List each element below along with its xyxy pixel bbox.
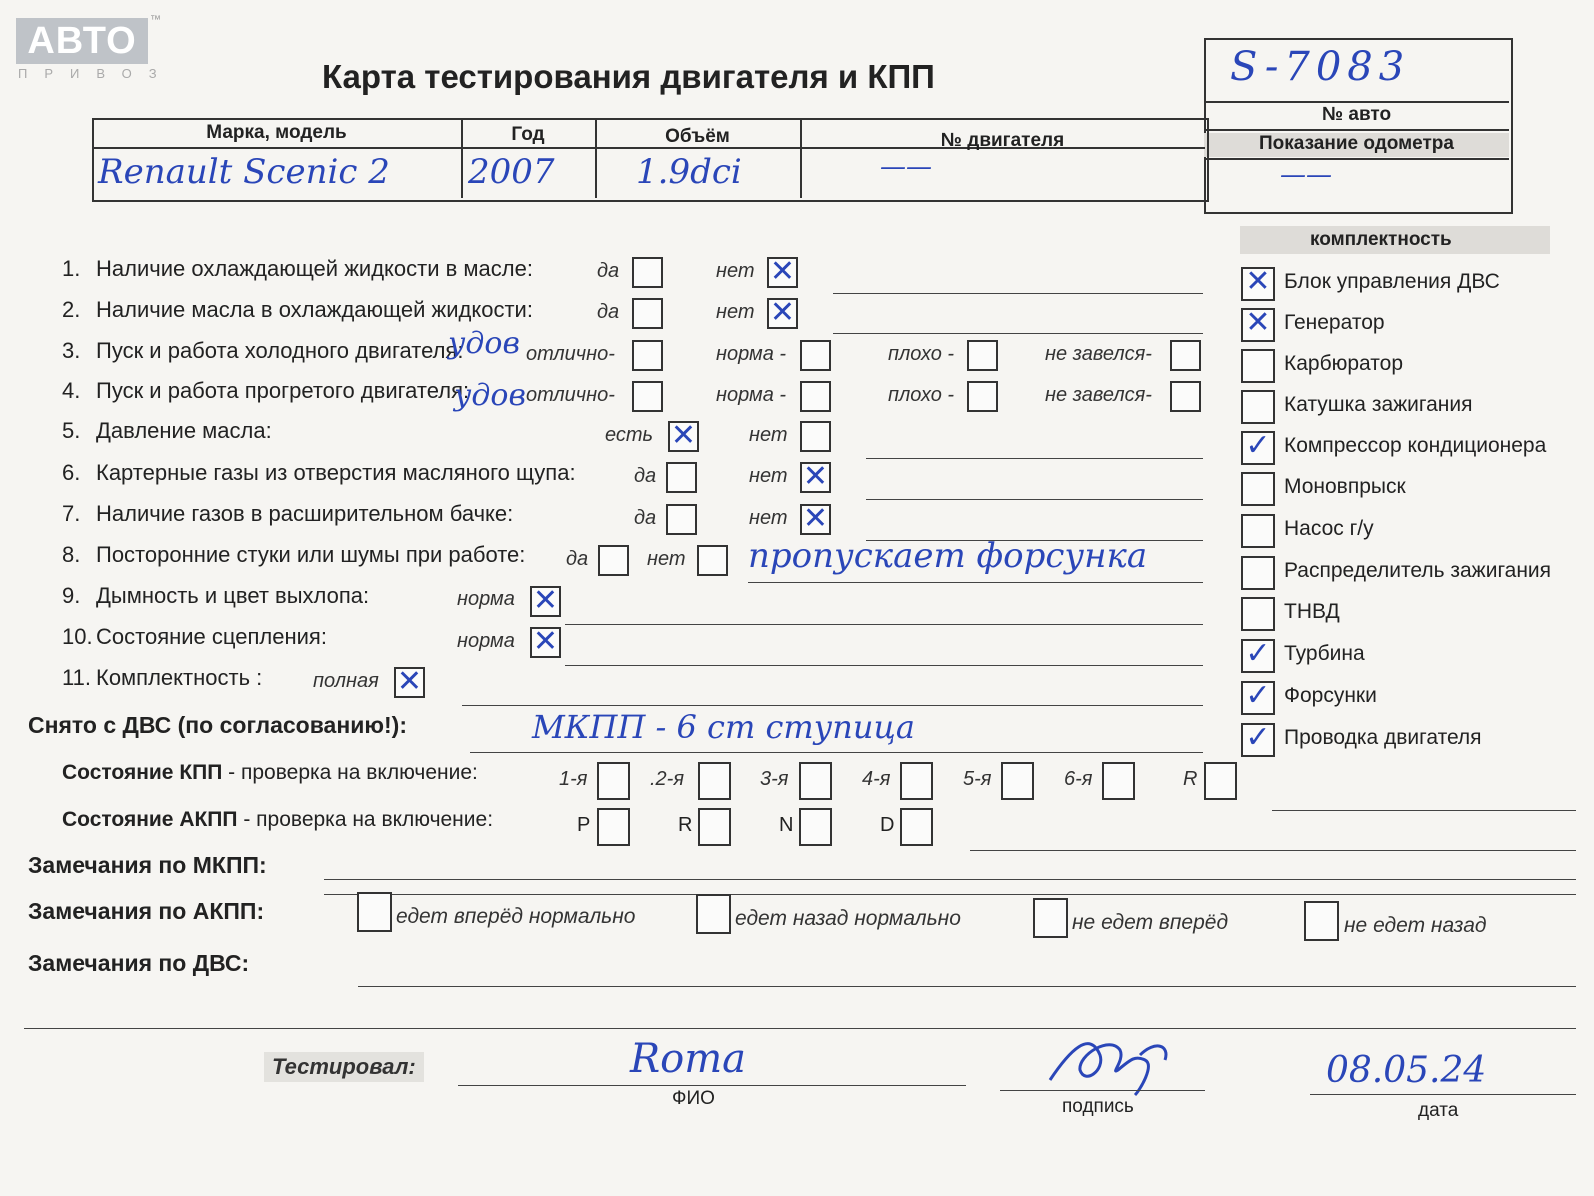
akpp-gear-d-checkbox[interactable] — [900, 808, 933, 846]
completeness-item-label: Моновпрыск — [1284, 475, 1406, 498]
completeness-item-label: Насос г/у — [1284, 517, 1374, 540]
kpp-gear-3-label: 3-я — [760, 768, 789, 790]
kpp-gear-5-label: 5-я — [963, 768, 992, 790]
kpp-gear-1-label: 1-я — [559, 768, 588, 790]
kpp-gear-6-checkbox[interactable] — [1102, 762, 1135, 800]
kpp-gear-2-checkbox[interactable] — [698, 762, 731, 800]
question-11 — [62, 665, 262, 691]
q1-no-mark: ✕ — [769, 254, 796, 289]
q10-number: 10. — [62, 624, 93, 649]
completeness-item-label: Компрессор кондиционера — [1284, 434, 1547, 457]
q7-no-checkbox[interactable] — [800, 501, 831, 536]
logo-text: АВТО — [27, 20, 137, 62]
completeness-item-label: Катушка зажигания — [1284, 393, 1473, 416]
kpp-gear-4-checkbox[interactable] — [900, 762, 933, 800]
header-year: Год — [511, 124, 545, 145]
q8-yes-label: да — [566, 548, 589, 570]
q10-normal-checkbox[interactable] — [530, 624, 561, 659]
kpp-gear-2-label: .2-я — [650, 768, 685, 790]
q3-number: 3. — [62, 338, 81, 363]
q8-handwritten-note: пропускает форсунка — [748, 536, 1148, 576]
q5-no-checkbox[interactable] — [800, 421, 831, 452]
akpp-check-rest: - проверка на включение: — [237, 808, 494, 831]
q3-normal-label: норма - — [716, 343, 787, 365]
completeness-mark: ✕ — [1245, 264, 1271, 299]
header-brand-model: Марка, модель — [206, 122, 347, 143]
q9-number: 9. — [62, 583, 81, 608]
completeness-checkbox[interactable] — [1241, 678, 1275, 715]
q8-number: 8. — [62, 542, 81, 567]
q9-normal-mark: ✕ — [532, 583, 559, 618]
question-4 — [62, 378, 469, 404]
q3-bad-checkbox[interactable] — [967, 340, 998, 371]
tested-by-label: Тестировал: — [264, 1052, 424, 1082]
q9-normal-checkbox[interactable] — [530, 583, 561, 618]
akpp-check-bold: Состояние АКПП — [62, 808, 238, 831]
completeness-mark: ✕ — [1245, 305, 1271, 340]
remarks-dvs-label: Замечания по ДВС: — [28, 950, 250, 976]
q5-yes-mark: ✕ — [670, 418, 697, 453]
q3-handwritten: удов — [448, 326, 520, 361]
completeness-checkbox[interactable] — [1241, 305, 1275, 342]
q1-no-checkbox[interactable] — [767, 254, 798, 289]
q1-number: 1. — [62, 256, 81, 281]
completeness-mark: ✓ — [1245, 428, 1271, 463]
q4-handwritten: удов — [454, 378, 526, 413]
q4-bad-label: плохо - — [888, 384, 955, 406]
q4-normal-checkbox[interactable] — [800, 381, 831, 412]
completeness-checkbox[interactable] — [1241, 720, 1275, 757]
q3-not-started-checkbox[interactable] — [1170, 340, 1201, 371]
kpp-gear-4-label: 4-я — [862, 768, 891, 790]
q6-no-label: нет — [749, 465, 788, 487]
value-brand-model: Renault Scenic 2 — [98, 152, 390, 192]
page-title: Карта тестирования двигателя и КПП — [322, 58, 935, 95]
completeness-title: комплектность — [1310, 229, 1452, 250]
kpp-gear-3-checkbox[interactable] — [799, 762, 832, 800]
q3-excellent-checkbox[interactable] — [632, 340, 663, 371]
question-7 — [62, 501, 513, 527]
akpp-check-label — [62, 808, 493, 832]
question-5 — [62, 418, 272, 444]
auto-number-label: № авто — [1321, 104, 1392, 125]
completeness-checkbox[interactable] — [1241, 390, 1275, 424]
akpp-gear-p-checkbox[interactable] — [597, 808, 630, 846]
completeness-checkbox[interactable] — [1241, 597, 1275, 631]
kpp-gear-r-checkbox[interactable] — [1204, 762, 1237, 800]
q7-no-label: нет — [749, 507, 788, 529]
akpp-backward-ok-label: едет назад нормально — [735, 907, 961, 930]
q7-yes-label: да — [634, 507, 657, 529]
akpp-gear-n-checkbox[interactable] — [799, 808, 832, 846]
logo-subtitle: ПРИВОЗ — [18, 66, 174, 81]
kpp-gear-6-label: 6-я — [1064, 768, 1093, 790]
akpp-no-forward-label: не едет вперёд — [1072, 911, 1229, 934]
remarks-akpp-label: Замечания по АКПП: — [28, 898, 265, 924]
kpp-check-rest: - проверка на включение: — [222, 761, 478, 784]
completeness-item-label: Карбюратор — [1284, 352, 1404, 375]
q11-text: Комплектность : — [96, 665, 263, 690]
q1-yes-checkbox[interactable] — [632, 257, 663, 288]
akpp-backward-ok-checkbox[interactable] — [696, 894, 731, 934]
q3-bad-label: плохо - — [888, 343, 955, 365]
value-year: 2007 — [468, 152, 555, 192]
akpp-gear-d-label: D — [880, 814, 895, 836]
completeness-mark: ✓ — [1245, 636, 1271, 671]
q9-text: Дымность и цвет выхлопа: — [96, 583, 370, 608]
q11-full-mark: ✕ — [396, 664, 423, 699]
akpp-gear-r-label: R — [678, 814, 693, 836]
question-9 — [62, 583, 369, 609]
q3-not-started-label: не завелся- — [1045, 343, 1152, 365]
completeness-checkbox[interactable] — [1241, 514, 1275, 548]
fio-label: ФИО — [672, 1088, 715, 1109]
q4-not-started-label: не завелся- — [1045, 384, 1152, 406]
q10-normal-label: норма — [457, 630, 515, 652]
q4-text: Пуск и работа прогретого двигателя: — [96, 378, 470, 403]
signature — [1040, 1010, 1180, 1100]
date-label: дата — [1418, 1100, 1459, 1121]
completeness-mark: ✓ — [1245, 678, 1271, 713]
q8-no-checkbox[interactable] — [697, 545, 728, 576]
removed-from-engine-label: Снято с ДВС (по согласованию!): — [28, 712, 407, 738]
q5-yes-checkbox[interactable] — [668, 418, 699, 453]
signature-label: подпись — [1062, 1096, 1134, 1117]
q3-excellent-label: отлично- — [526, 343, 615, 365]
q5-no-label: нет — [749, 424, 788, 446]
remarks-mkpp-label: Замечания по МКПП: — [28, 852, 267, 878]
auto-number-value: S-7083 — [1230, 44, 1411, 90]
completeness-checkbox[interactable] — [1241, 428, 1275, 465]
completeness-item-label: Форсунки — [1284, 684, 1377, 707]
q4-not-started-checkbox[interactable] — [1170, 381, 1201, 412]
q4-excellent-label: отлично- — [526, 384, 615, 406]
q1-text: Наличие охлаждающей жидкости в масле: — [96, 256, 533, 281]
value-volume: 1.9dci — [636, 152, 742, 192]
q6-no-mark: ✕ — [802, 459, 829, 494]
logo-tm: ™ — [150, 14, 161, 26]
q6-yes-checkbox[interactable] — [666, 462, 697, 493]
date-value: 08.05.24 — [1326, 1050, 1487, 1091]
akpp-forward-ok-label: едет вперёд нормально — [396, 905, 636, 928]
completeness-item-label: Турбина — [1284, 642, 1365, 665]
q9-normal-label: норма — [457, 588, 515, 610]
q3-normal-checkbox[interactable] — [800, 340, 831, 371]
question-3 — [62, 338, 463, 364]
question-8 — [62, 542, 525, 568]
removed-handwritten-note: МКПП - 6 ст ступица — [532, 708, 915, 746]
header-volume: Объём — [665, 126, 730, 147]
akpp-gear-p-label: P — [577, 814, 591, 836]
completeness-checkbox[interactable] — [1241, 264, 1275, 301]
completeness-item-label: Распределитель зажигания — [1284, 559, 1552, 582]
completeness-item-label: Генератор — [1284, 311, 1385, 334]
q11-full-checkbox[interactable] — [394, 664, 425, 699]
q1-no-label: нет — [716, 260, 755, 282]
q8-no-label: нет — [647, 548, 686, 570]
question-10 — [62, 624, 327, 650]
q2-no-mark: ✕ — [769, 295, 796, 330]
completeness-item-label: ТНВД — [1284, 600, 1340, 623]
akpp-no-backward-checkbox[interactable] — [1304, 901, 1339, 941]
kpp-check-label — [62, 761, 478, 785]
q5-text: Давление масла: — [96, 418, 272, 443]
kpp-gear-1-checkbox[interactable] — [597, 762, 630, 800]
completeness-mark: ✓ — [1245, 720, 1271, 755]
q5-yes-label: есть — [605, 424, 654, 446]
tester-name: Roma — [630, 1036, 746, 1082]
q4-excellent-checkbox[interactable] — [632, 381, 663, 412]
q8-text: Посторонние стуки или шумы при работе: — [96, 542, 526, 567]
avto-logo — [16, 18, 148, 64]
q11-full-label: полная — [313, 670, 379, 692]
q1-yes-label: да — [597, 260, 620, 282]
completeness-checkbox[interactable] — [1241, 349, 1275, 383]
question-6 — [62, 460, 576, 486]
q6-number: 6. — [62, 460, 81, 485]
akpp-forward-ok-checkbox[interactable] — [357, 892, 392, 932]
akpp-no-forward-checkbox[interactable] — [1033, 898, 1068, 938]
q4-bad-checkbox[interactable] — [967, 381, 998, 412]
odometer-label: Показание одометра — [1204, 133, 1509, 157]
odometer-value: —— — [1280, 160, 1332, 190]
q2-no-label: нет — [716, 301, 755, 323]
q7-text: Наличие газов в расширительном бачке: — [96, 501, 514, 526]
q10-text: Состояние сцепления: — [96, 624, 327, 649]
kpp-gear-5-checkbox[interactable] — [1001, 762, 1034, 800]
q8-yes-checkbox[interactable] — [598, 545, 629, 576]
completeness-item-label: Проводка двигателя — [1284, 726, 1482, 749]
completeness-checkbox[interactable] — [1241, 472, 1275, 506]
q6-text: Картерные газы из отверстия масляного щупа: — [96, 460, 576, 485]
q5-number: 5. — [62, 418, 81, 443]
akpp-gear-n-label: N — [779, 814, 794, 836]
q2-yes-label: да — [597, 301, 620, 323]
q2-text: Наличие масла в охлаждающей жидкости: — [96, 297, 533, 322]
q2-yes-checkbox[interactable] — [632, 298, 663, 329]
q4-normal-label: норма - — [716, 384, 787, 406]
header-engine-number: № двигателя — [940, 130, 1065, 151]
completeness-checkbox[interactable] — [1241, 556, 1275, 590]
q2-no-checkbox[interactable] — [767, 295, 798, 330]
q6-yes-label: да — [634, 465, 657, 487]
question-1 — [62, 256, 533, 282]
q4-number: 4. — [62, 378, 81, 403]
akpp-no-backward-label: не едет назад — [1344, 914, 1487, 937]
question-2 — [62, 297, 533, 323]
q7-yes-checkbox[interactable] — [666, 504, 697, 535]
q10-normal-mark: ✕ — [532, 624, 559, 659]
q2-number: 2. — [62, 297, 81, 322]
q7-number: 7. — [62, 501, 81, 526]
completeness-item-label: Блок управления ДВС — [1284, 270, 1500, 293]
q3-text: Пуск и работа холодного двигателя: — [96, 338, 464, 363]
q6-no-checkbox[interactable] — [800, 459, 831, 494]
q11-number: 11. — [62, 665, 91, 690]
kpp-gear-r-label: R — [1183, 768, 1198, 790]
kpp-check-bold: Состояние КПП — [62, 761, 223, 784]
value-engine-number: —— — [880, 152, 932, 182]
q7-no-mark: ✕ — [802, 501, 829, 536]
completeness-checkbox[interactable] — [1241, 636, 1275, 673]
akpp-gear-r-checkbox[interactable] — [698, 808, 731, 846]
